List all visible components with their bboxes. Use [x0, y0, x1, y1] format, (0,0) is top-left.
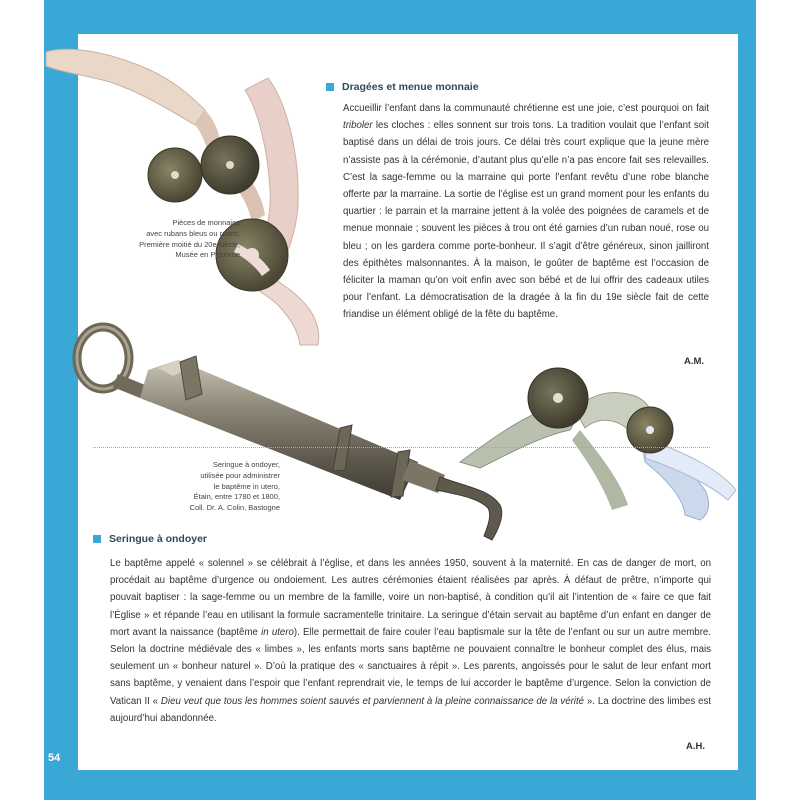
author-initials: A.M.	[684, 356, 705, 367]
coins-photo	[46, 49, 319, 345]
section-text-seringue	[110, 555, 711, 745]
text-run: Accueillir l’enfant dans la communauté chrétienne est une joie, c’est pourquoi on fait	[343, 103, 709, 114]
heading-text: Dragées et menue monnaie	[342, 81, 479, 93]
caption-line: le baptême in utero,	[213, 481, 280, 491]
caption-line: Musée en Piconrue	[175, 250, 240, 260]
heading-square-icon	[93, 535, 101, 543]
section-heading-drageees	[326, 81, 479, 93]
heading-square-icon	[326, 83, 334, 91]
caption-coins	[95, 218, 240, 261]
caption-line: Coll. Dr. A. Colin, Bastogne	[189, 503, 280, 513]
text-run-italic: triboler	[343, 120, 373, 132]
caption-line: Étain, entre 1780 et 1800,	[193, 492, 280, 502]
text-run: ). Elle permettait de faire couler l’eau baptismale sur la tête de l’enfant ou sur un autre membre. Selon la doctrine médiévale des « limbes », les enfants morts sans baptême ne pouvaient connaître le bonheur complet des élus, mais seulement un « bonheur naturel ». D’où la pratique des « sanctuaires à répit ». Les parents, angoissés pour le salut de leur enfant mort sans baptême, y venaient dans l’espoir que l’enfant reprendrait vie, le temps de lui accorder le baptême d’urgence. Selon la conviction de Vatican II «	[110, 626, 712, 707]
section-separator	[93, 447, 710, 448]
section-text-dragees	[343, 100, 709, 366]
text-run-italic: in utero	[261, 626, 294, 638]
text-run: les cloches : elles sonnent sur trois tons. La tradition voulait que l’enfant soit baptisé dans un délai de trois jours. Ce délai très court explique que la jeune mère n’assiste pas à la cérémonie, d’autant plus qu’elle n’a pas encore fait ses relevailles. C’est la sage-femme ou la marraine qui porte l’enfant revêtu d’une robe blanche offerte par la marraine. La sortie de l’église est un grand moment pour les enfants du quartier : le parrain et la marraine jettent à la volée des poignées de caramels et de menue monnaie ; souvent les pièces à trou ont été garnies d’un ruban noué, rose ou bleu ; on les gardera comme porte-bonheur. Il s’agit d’être généreux, sinon jailliront des épithètes malsonnantes. À la maison, le goûter de baptême est l’occasion de féliciter la maman qu’on voit enfin avec son bébé et de lui offrir des cadeaux utiles pour l’enfant. La démocratisation de la dragée à la fin du 19e siècle fait de cette friandise un élément obligé de la fête du baptême.	[343, 120, 709, 321]
section-heading-seringue	[93, 533, 207, 545]
caption-line: Seringue à ondoyer,	[212, 460, 280, 469]
heading-text: Seringue à ondoyer	[109, 533, 208, 545]
caption-syringe	[120, 460, 280, 514]
text-run: ». La doctrine des limbes est aujourd’hui abandonnée.	[110, 695, 711, 724]
page-number: 54	[48, 752, 61, 764]
caption-line: avec rubans bleus ou roses,	[146, 228, 240, 238]
ribbons-photo	[460, 368, 736, 520]
caption-line: Pièces de monnaies	[172, 218, 240, 227]
caption-line: utilisée pour administrer	[200, 470, 280, 480]
text-run: Le baptême appelé « solennel » se célébrait à l’église, et dans les années 1950, souvent à la maternité. En cas de danger de mort, on procédait au baptême d’urgence ou ondoiement. Les autres cérémonies étaient réalisées par après. À défaut de prêtre, n’importe qui pouvait baptiser : la sage-femme ou un membre de la famille, voire un non-baptisé, à condition qu’il ait l’intention de « faire ce que fait l’Église » et répande l’eau en utilisant la formule sacramentelle trinitaire. La seringue d’étain servait au baptême d’un enfant en danger de mort avant la naissance (baptême	[110, 558, 711, 638]
author-initials: A.H.	[686, 741, 705, 752]
text-run-italic: Dieu veut que tous les hommes soient sauvés et parviennent à la pleine connaissance de la vérité	[160, 695, 585, 707]
caption-line: Première moitié du 20e siècle,	[139, 239, 240, 249]
